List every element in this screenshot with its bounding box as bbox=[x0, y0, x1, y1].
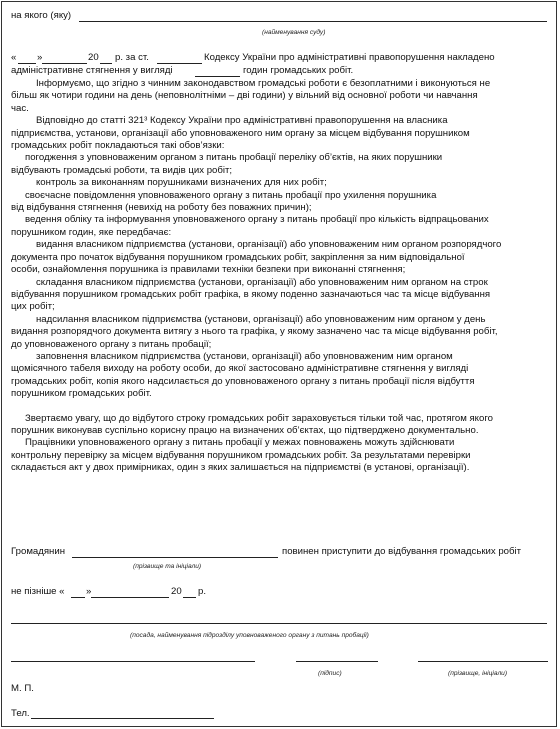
notice-line: порушник виконував суспільно корисну працю на визначених об’єктах, що підтверджено документально. bbox=[11, 424, 479, 436]
phone-field[interactable] bbox=[31, 718, 214, 719]
decision-day-field[interactable] bbox=[18, 63, 36, 64]
duty8-line: порушником громадських робіт. bbox=[11, 388, 152, 400]
position-caption: (посада, найменування підрозділу уповноваженого органу з питань пробації) bbox=[130, 632, 369, 639]
court-name-field[interactable] bbox=[79, 21, 547, 22]
duty6-line: складання власником підприємства (установи, організації) або уповноваженим ним органом на строк bbox=[36, 276, 488, 288]
citizen-name-field[interactable] bbox=[72, 557, 278, 558]
duty3-line: своєчасне повідомлення уповноваженого органу з питань пробації про ухилення порушника bbox=[25, 189, 437, 201]
p2-line: громадських робіт покладаються такі обов’язки: bbox=[11, 140, 225, 152]
quote-close: » bbox=[37, 52, 43, 63]
duty2-line: контроль за виконанням порушниками визначених для них робіт; bbox=[36, 177, 327, 189]
p1-line: час. bbox=[11, 102, 29, 114]
deadline-day-field[interactable] bbox=[71, 597, 85, 598]
hours-field[interactable] bbox=[195, 76, 240, 77]
decision-year-field[interactable] bbox=[100, 63, 112, 64]
duty4-line: порушником годин, яке передбачає: bbox=[11, 226, 172, 238]
deadline-month-field[interactable] bbox=[91, 597, 169, 598]
duty6-line: цих робіт; bbox=[11, 301, 55, 313]
p2-line: підприємства, установи, організації або уповноваженого ним органу за місцем відбування порушником bbox=[11, 127, 470, 139]
duty7-line: надсилання власником підприємства (установи, організації) або уповноваженим ним органом у день bbox=[36, 313, 486, 325]
signature-caption: (підпис) bbox=[318, 670, 342, 677]
full-name-field[interactable] bbox=[418, 661, 548, 662]
position-field[interactable] bbox=[11, 623, 547, 624]
duty5-line: документа про початок відбування порушником громадських робіт, закріплення за ним відповідальної bbox=[11, 251, 465, 263]
duty6-line: відбування порушником громадських робіт графіка, в якому поденно зазначаються час та місце відбування bbox=[11, 288, 491, 300]
stamp-label: М. П. bbox=[11, 683, 34, 694]
duty8-line: заповнення власником підприємства (установи, організації) або уповноваженим ним органом bbox=[36, 350, 453, 362]
citizen-label: Громадянин bbox=[11, 546, 66, 557]
quote-open: « bbox=[11, 52, 17, 63]
duty3-line: від відбування стягнення (невихід на роботу без поважних причин); bbox=[11, 202, 312, 214]
phone-label: Тел. bbox=[11, 708, 30, 719]
decision-tail2: Кодексу України про адміністративні правопорушення накладено bbox=[204, 52, 495, 63]
deadline-tail: р. bbox=[198, 586, 207, 597]
p1-line: Інформуємо, що згідно з чинним законодавством громадські роботи є безоплатними і виконуються не bbox=[36, 78, 491, 89]
duty8-line: громадських робіт, копія якого надсилається до уповноваженого органу з питань пробації після відбуття bbox=[11, 375, 475, 387]
signature-field[interactable] bbox=[296, 661, 378, 662]
duty8-line: щомісячного табеля виходу на роботу особи, до якої застосовано адміністративне стягнення у вигляді bbox=[11, 363, 469, 375]
duty7-line: видання розпорядчого документа витягу з нього та графіка, у якому зазначено час та місце відбування робіт, bbox=[11, 326, 498, 338]
deadline-quote-close: » bbox=[86, 586, 92, 597]
position-field-2[interactable] bbox=[11, 661, 255, 662]
duty4-line: ведення обліку та інформування уповноваженого органу з питань пробації про кількість відпрацьованих bbox=[25, 214, 489, 226]
inspection-line: контрольну перевірку за місцем відбування порушником громадських робіт. За результатами перевірки bbox=[11, 449, 471, 461]
deadline-label: не пізніше « bbox=[11, 586, 65, 597]
article-field[interactable] bbox=[157, 63, 202, 64]
inspection-line: складається акт у двох примірниках, один з яких залишається на підприємстві (в установі, організації). bbox=[11, 462, 470, 474]
citizen-caption: (прізвище та ініціали) bbox=[133, 563, 202, 570]
to-label: на якого (яку) bbox=[11, 10, 72, 21]
penalty-label: адміністративне стягнення у вигляді bbox=[11, 65, 173, 76]
citizen-tail: повинен приступити до відбування громадських робіт bbox=[282, 546, 522, 557]
deadline-year-field[interactable] bbox=[183, 597, 196, 598]
p2-line: Відповідно до статті 321³ Кодексу України про адміністративні правопорушення на власника bbox=[36, 115, 448, 127]
body-text bbox=[11, 78, 547, 475]
hours-tail: годин громадських робіт. bbox=[243, 65, 354, 76]
name-caption: (прізвище, ініціали) bbox=[448, 670, 508, 677]
inspection-line: Працівники уповноваженого органу з питань пробації у межах повноважень можуть здійснювати bbox=[25, 437, 455, 449]
decision-month-field[interactable] bbox=[42, 63, 87, 64]
notice-line: Звертаємо увагу, що до відбутого строку громадських робіт зараховується тільки той час, протягом якого bbox=[25, 412, 493, 424]
court-caption: (найменування суду) bbox=[262, 29, 326, 36]
duty7-line: до уповноваженого органу з питань пробації; bbox=[11, 338, 212, 350]
duty1-line: відбувають громадські роботи, та видів цих робіт; bbox=[11, 164, 233, 176]
duty1-line: погодження з уповноваженим органом з питань пробації переліку об’єктів, на яких порушники bbox=[25, 152, 443, 164]
p1-line: більш як чотири години на день (неповнолітніми – дві години) у вільний від основної роботи чи навчання bbox=[11, 90, 478, 102]
duty5-line: особи, ознайомлення порушника із правилами техніки безпеки при виконанні стягнення; bbox=[11, 264, 406, 276]
duty5-line: видання власником підприємства (установи, організації) або уповноваженим ним органом розпорядчого bbox=[36, 239, 502, 251]
decision-tail1: р. за ст. bbox=[115, 52, 149, 63]
deadline-century: 20 bbox=[171, 586, 182, 597]
decision-century: 20 bbox=[88, 52, 99, 63]
